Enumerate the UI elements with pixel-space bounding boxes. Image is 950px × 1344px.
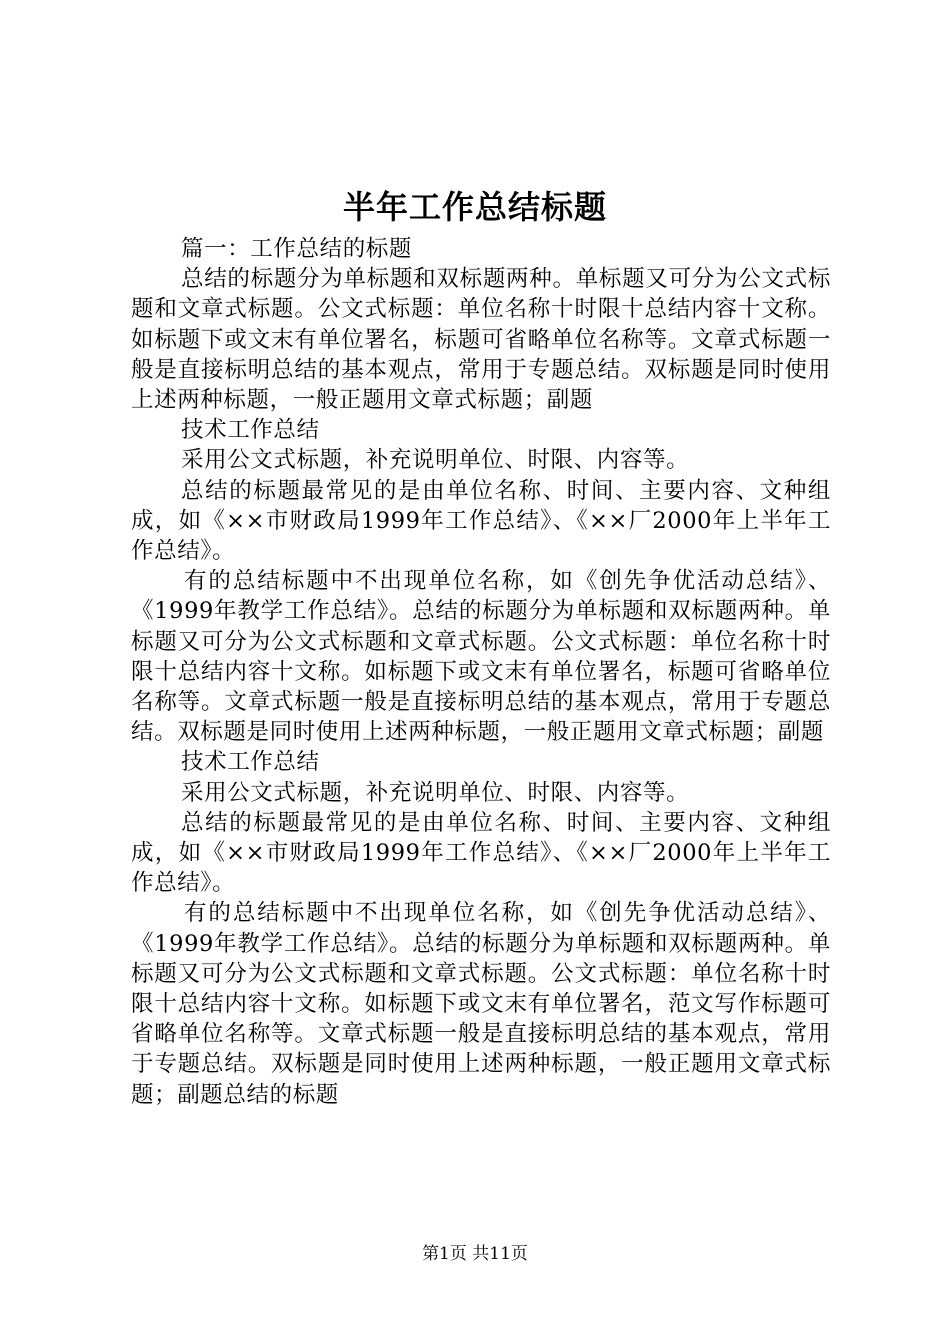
body-paragraph: 采用公文式标题，补充说明单位、时限、内容等。 — [181, 779, 690, 806]
body-paragraph: 总结的标题最常见的是由单位名称、时间、主要内容、文种组成，如《××市财政局1999年工作总结》、《××厂2000年上半年工作总结》。 — [131, 477, 831, 565]
body-paragraph: 有的总结标题中不出现单位名称，如《创先争优活动总结》、《1999年教学工作总结》。总结的标题分为单标题和双标题两种。单标题又可分为公文式标题和文章式标题。公文式标题：单位名称十时限十总结内容十文称。如标题下或文末有单位署名，标题可省略单位名称等。文章式标题一般是直接标明总结的基本观点，常用于专题总结。双标题是同时使用上述两种标题，一般正题用文章式标题；副题 — [131, 568, 831, 746]
body-paragraph: 总结的标题最常见的是由单位名称、时间、主要内容、文种组成，如《××市财政局1999年工作总结》、《××厂2000年上半年工作总结》。 — [131, 809, 831, 897]
body-paragraph: 总结的标题分为单标题和双标题两种。单标题又可分为公文式标题和文章式标题。公文式标题：单位名称十时限十总结内容十文称。如标题下或文末有单位署名，标题可省略单位名称等。文章式标题一般是直接标明总结的基本观点，常用于专题总结。双标题是同时使用上述两种标题，一般正题用文章式标题；副题 — [131, 266, 831, 414]
body-paragraph: 技术工作总结 — [181, 749, 320, 776]
section-heading: 篇一：工作总结的标题 — [181, 236, 413, 262]
page-number-footer: 第1页 共11页 — [422, 1244, 528, 1264]
body-paragraph: 有的总结标题中不出现单位名称，如《创先争优活动总结》、《1999年教学工作总结》。总结的标题分为单标题和双标题两种。单标题又可分为公文式标题和文章式标题。公文式标题：单位名称十时限十总结内容十文称。如标题下或文末有单位署名，范文写作标题可省略单位名称等。文章式标题一般是直接标明总结的基本观点，常用于专题总结。双标题是同时使用上述两种标题，一般正题用文章式标题；副题总结的标题 — [131, 900, 831, 1108]
document-title: 半年工作总结标题 — [342, 188, 607, 226]
body-paragraph: 技术工作总结 — [181, 417, 320, 444]
document-body — [131, 234, 831, 1110]
body-paragraph: 采用公文式标题，补充说明单位、时限、内容等。 — [181, 447, 690, 474]
